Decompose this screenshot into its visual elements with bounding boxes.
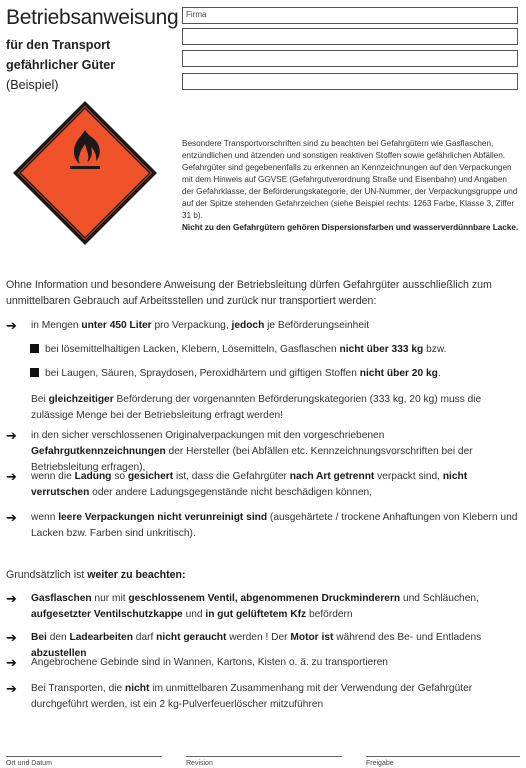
- revision-label: Revision: [186, 760, 213, 767]
- arrow-icon: ➔: [6, 469, 17, 484]
- sub-list-item: bei Laugen, Säuren, Spraydosen, Peroxidhärtern und giftigen Stoffen nicht über 20 kg.: [30, 366, 518, 382]
- arrow-icon: ➔: [6, 630, 17, 645]
- arrow-icon: ➔: [6, 510, 17, 525]
- subtitle-example: (Beispiel): [6, 78, 59, 92]
- arrow-icon: ➔: [6, 591, 17, 606]
- company-field-line-4[interactable]: [182, 73, 518, 90]
- list-item: ➔ Angebrochene Gebinde sind in Wannen, Kartons, Kisten o. ä. zu transportieren: [6, 655, 388, 670]
- release-label: Freigabe: [366, 760, 394, 767]
- company-field-line-3[interactable]: [182, 50, 518, 67]
- arrow-icon: ➔: [6, 681, 17, 696]
- list-item: ➔ Gasflaschen nur mit geschlossenem Ventil, abgenommenen Druckminderern und Schläuchen, aufgesetzter Ventilschutzkappe und in gut gelüftetem Kfz befördern: [6, 591, 479, 620]
- list-item: ➔ Bei den Ladearbeiten darf nicht geraucht werden ! Der Motor ist während des Be- und Entladens abzustellen: [6, 630, 482, 659]
- flammable-hazard-icon: [10, 98, 160, 248]
- date-label: Ort und Datum: [6, 760, 52, 767]
- arrow-icon: ➔: [6, 655, 17, 670]
- main-paragraph: Ohne Information und besondere Anweisung der Betriebsleitung dürfen Gefahrgüter ausschließlich zum unmittelbaren Gebrauch auf Arbeitsstellen und zurück nur transportiert werden:: [6, 279, 492, 307]
- list-item: ➔ Bei Transporten, die nicht im unmittelbaren Zusammenhang mit der Verwendung der Gefahrgüter durchgeführt werden, ist ein 2 kg-Pulverfeuerlöscher mitzuführen: [6, 681, 473, 710]
- list-item: ➔ wenn die Ladung so gesichert ist, dass die Gefahrgüter nach Art getrennt verpackt sind, nicht verrutschen oder andere Ladungsgegenstände nicht beschädigen können,: [6, 469, 468, 498]
- arrow-icon: ➔: [6, 428, 17, 443]
- subtitle-line-1: für den Transport: [6, 38, 111, 52]
- company-field[interactable]: [182, 7, 518, 24]
- subtitle-line-2: gefährlicher Güter: [6, 58, 116, 72]
- release-signature-line[interactable]: [366, 756, 520, 757]
- company-field-line-2[interactable]: [182, 28, 518, 45]
- date-signature-line[interactable]: [6, 756, 162, 757]
- revision-signature-line[interactable]: [186, 756, 342, 757]
- company-field-label: Firma: [186, 10, 207, 19]
- sub-list-item: bei lösemittelhaltigen Lacken, Klebern, Lösemitteln, Gasflaschen nicht über 333 kg bzw.: [30, 342, 518, 358]
- list-item: ➔ in Mengen unter 450 Liter pro Verpackung, jedoch je Beförderungseinheit: [6, 318, 370, 333]
- square-bullet-icon: [30, 368, 39, 377]
- quantity-note: Bei gleichzeitiger Beförderung der vorgenannten Beförderungskategorien (333 kg, 20 kg) muss die zulässige Menge bei der Betriebsleitung erfragt werden!: [31, 394, 482, 421]
- page-title: Betriebsanweisung: [6, 6, 179, 29]
- section-heading: Grundsätzlich ist weiter zu beachten:: [6, 569, 186, 581]
- list-item: ➔ wenn leere Verpackungen nicht verunreinigt sind (ausgehärtete / trockene Anhaftungen von Klebern und Lacken bzw. Farben sind unkritisch).: [6, 510, 518, 539]
- square-bullet-icon: [30, 344, 39, 353]
- list-item: ➔ in den sicher verschlossenen Originalverpackungen mit den vorgeschriebenen Gefahrgutkennzeichnungen der Hersteller (bei Abfällen etc. Kennzeichnungsvorschriften bei der Betriebsleitung erfragen),: [6, 428, 473, 473]
- intro-text: Besondere Transportvorschriften sind zu beachten bei Gefahrgütern wie Gasflaschen, entzündlichen und ätzenden und sonstigen reaktiven Stoffen sowie gefährlichen Abfällen. Gefahrgüter sind gegebenenfalls zu erkennen an Kennzeichnungen auf den Verpackungen mit dem Hinweis auf GGVSE (Gefahrgutverordnung Straße und Eisenbahn) und Angaben der Gefahrklasse, der Beförderungskategorie, der UN-Nummer, der Verpackungsgruppe und auf der Spitze stehenden Gefahrzeichen (siehe Beispiel rechts: 1263 Farbe, Klasse 3, Ziffer 31 b). Nicht zu den Gefahrgütern gehören Dispersionsfarben und wasserverdünnbare Lacke.: [182, 139, 519, 232]
- arrow-icon: ➔: [6, 318, 17, 333]
